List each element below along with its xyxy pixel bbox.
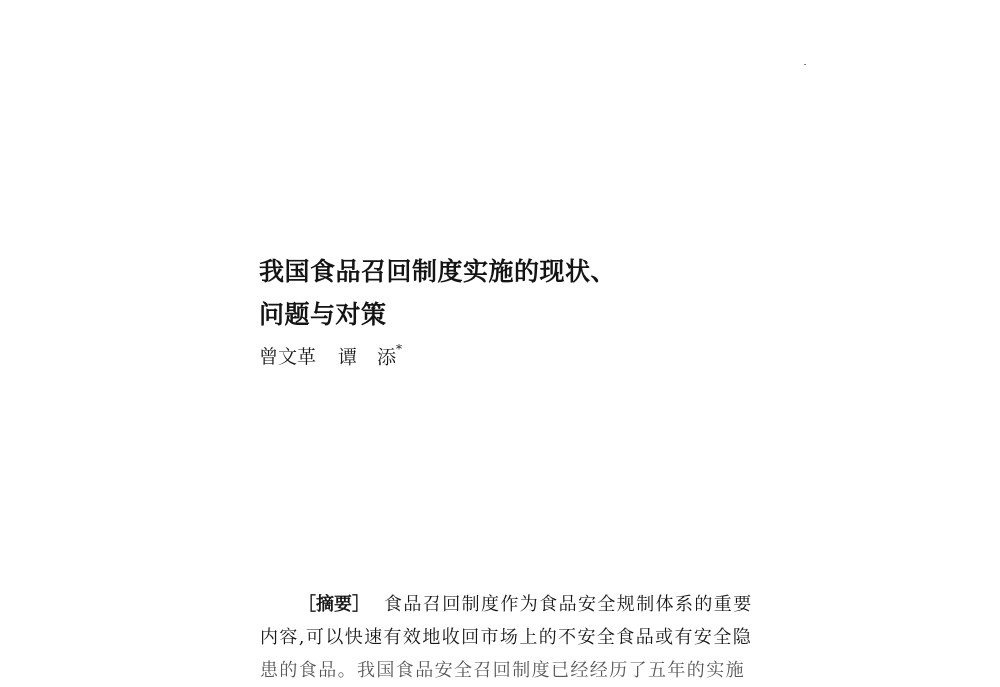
abstract-block <box>260 588 800 687</box>
author-list <box>259 340 402 369</box>
abstract-label: ［摘要］ <box>298 594 370 615</box>
author-footnote-mark: * <box>396 342 403 356</box>
article-title <box>259 250 616 336</box>
author-name-2-given: 添 <box>377 346 397 369</box>
scan-speck <box>804 64 806 65</box>
abstract-line-1 <box>260 588 800 621</box>
title-line-1: 我国食品召回制度实施的现状、 <box>259 257 617 286</box>
author-name-2-surname: 谭 <box>338 346 358 369</box>
abstract-line-2: 内容,可以快速有效地收回市场上的不安全食品或有安全隐 <box>260 627 753 648</box>
title-line-2: 问题与对策 <box>259 300 387 329</box>
abstract-line-1-text: 食品召回制度作为食品安全规制体系的重要 <box>384 594 753 615</box>
abstract-line-3: 患的食品。我国食品安全召回制度已经经历了五年的实施 <box>260 660 745 681</box>
author-name-1: 曾文革 <box>259 346 317 369</box>
